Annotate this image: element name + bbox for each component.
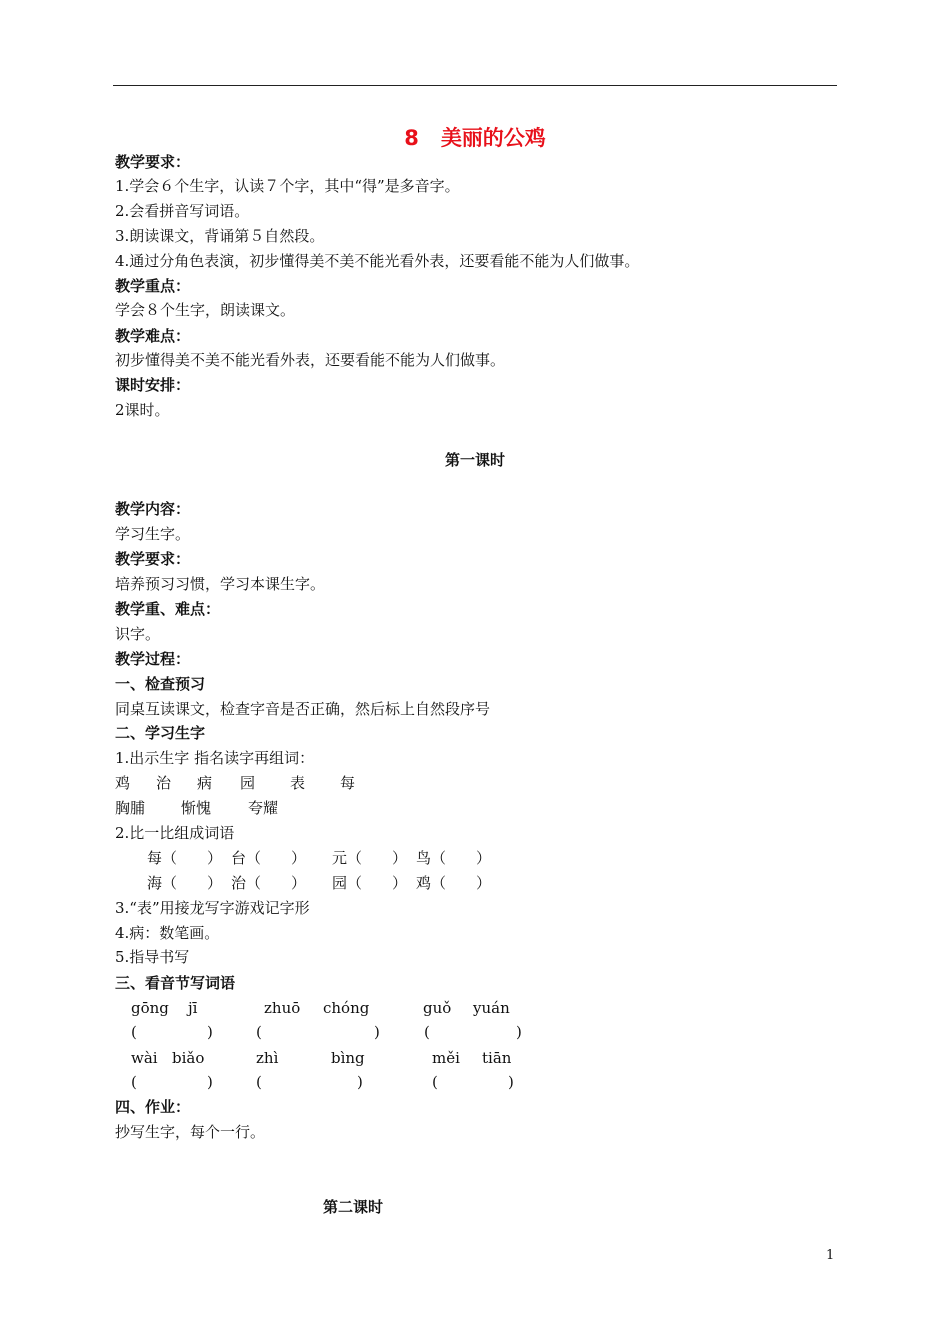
char-item: 园 xyxy=(240,774,256,792)
lesson1-content-heading: 教学内容： xyxy=(115,500,191,518)
title-number: 8 xyxy=(404,126,419,150)
compare-cell: 鸟（ ） xyxy=(416,849,492,867)
section4-heading: 四、作业： xyxy=(115,1098,191,1116)
char-item: 治 xyxy=(156,774,172,792)
pinyin-syllable: zhì xyxy=(256,1049,279,1067)
answer-bracket-close: ) xyxy=(357,1073,363,1091)
intro-key-text: 学会８个生字，朗读课文。 xyxy=(115,301,296,319)
intro-req-item: 3.朗读课文，背诵第５自然段。 xyxy=(115,227,325,245)
char-item: 鸡 xyxy=(115,774,131,792)
pinyin-syllable: biǎo xyxy=(172,1049,205,1067)
section2-heading: 二、学习生字 xyxy=(115,724,206,742)
section2-item: 2.比一比组成词语 xyxy=(115,824,235,842)
char-item: 病 xyxy=(197,774,213,792)
pinyin-syllable: měi xyxy=(432,1049,460,1067)
header-rule xyxy=(113,85,837,86)
answer-bracket-close: ) xyxy=(207,1073,213,1091)
compare-cell: 每（ ） xyxy=(147,849,223,867)
intro-req-heading: 教学要求： xyxy=(115,153,191,171)
lesson1-content-text: 学习生字。 xyxy=(115,525,191,543)
section4-text: 抄写生字，每个一行。 xyxy=(115,1123,266,1141)
pinyin-syllable: gōng xyxy=(131,999,169,1017)
pinyin-syllable: bìng xyxy=(331,1049,365,1067)
compare-cell: 元（ ） xyxy=(332,849,408,867)
answer-bracket-open: ( xyxy=(131,1073,137,1091)
word-item: 胸脯 xyxy=(115,799,146,817)
pinyin-syllable: yuán xyxy=(473,999,510,1017)
pinyin-syllable: chóng xyxy=(323,999,370,1017)
page-title xyxy=(0,122,950,152)
section2-item: 1.出示生字 指名读字再组词： xyxy=(115,749,315,767)
intro-req-item: 2.会看拼音写词语。 xyxy=(115,202,250,220)
section3-heading: 三、看音节写词语 xyxy=(115,974,236,992)
section2-item: 3.“表”用接龙写字游戏记字形 xyxy=(115,899,310,917)
section1-heading: 一、检查预习 xyxy=(115,675,206,693)
intro-req-item: 4.通过分角色表演，初步懂得美不美不能光看外表，还要看能不能为人们做事。 xyxy=(115,252,640,270)
compare-cell: 海（ ） xyxy=(147,874,223,892)
intro-key-heading: 教学重点： xyxy=(115,277,191,295)
intro-diff-text: 初步懂得美不美不能光看外表，还要看能不能为人们做事。 xyxy=(115,351,506,369)
char-item: 表 xyxy=(290,774,306,792)
answer-bracket-open: ( xyxy=(256,1073,262,1091)
compare-cell: 台（ ） xyxy=(231,849,307,867)
lesson1-req-heading: 教学要求： xyxy=(115,550,191,568)
compare-cell: 园（ ） xyxy=(332,874,408,892)
lesson1-keydiff-text: 识字。 xyxy=(115,625,161,643)
answer-bracket-close: ) xyxy=(374,1023,380,1041)
section2-item: 4.病：数笔画。 xyxy=(115,924,220,942)
compare-cell: 鸡（ ） xyxy=(416,874,492,892)
page-number: 1 xyxy=(826,1248,835,1263)
pinyin-syllable: guǒ xyxy=(423,999,452,1017)
word-item: 夸耀 xyxy=(248,799,279,817)
lesson1-process-heading: 教学过程： xyxy=(115,650,191,668)
lesson1-keydiff-heading: 教学重、难点： xyxy=(115,600,221,618)
title-text: 美丽的公鸡 xyxy=(440,126,546,150)
answer-bracket-close: ) xyxy=(207,1023,213,1041)
word-item: 惭愧 xyxy=(181,799,212,817)
section1-text: 同桌互读课文，检查字音是否正确，然后标上自然段序号 xyxy=(115,700,491,718)
intro-sched-text: 2课时。 xyxy=(115,401,170,419)
pinyin-syllable: zhuō xyxy=(264,999,301,1017)
answer-bracket-open: ( xyxy=(432,1073,438,1091)
pinyin-syllable: jī xyxy=(188,999,198,1017)
compare-cell: 治（ ） xyxy=(231,874,307,892)
section2-item: 5.指导书写 xyxy=(115,948,190,966)
answer-bracket-close: ) xyxy=(516,1023,522,1041)
char-item: 每 xyxy=(340,774,356,792)
intro-sched-heading: 课时安排： xyxy=(115,376,191,394)
lesson2-heading: 第二课时 xyxy=(323,1198,384,1216)
lesson1-req-text: 培养预习习惯，学习本课生字。 xyxy=(115,575,326,593)
intro-diff-heading: 教学难点： xyxy=(115,327,191,345)
answer-bracket-open: ( xyxy=(256,1023,262,1041)
pinyin-syllable: wài xyxy=(131,1049,158,1067)
lesson1-heading: 第一课时 xyxy=(444,451,505,469)
intro-req-item: 1.学会６个生字，认读７个字，其中“得”是多音字。 xyxy=(115,177,460,195)
answer-bracket-open: ( xyxy=(424,1023,430,1041)
pinyin-syllable: tiān xyxy=(482,1049,512,1067)
answer-bracket-close: ) xyxy=(508,1073,514,1091)
answer-bracket-open: ( xyxy=(131,1023,137,1041)
